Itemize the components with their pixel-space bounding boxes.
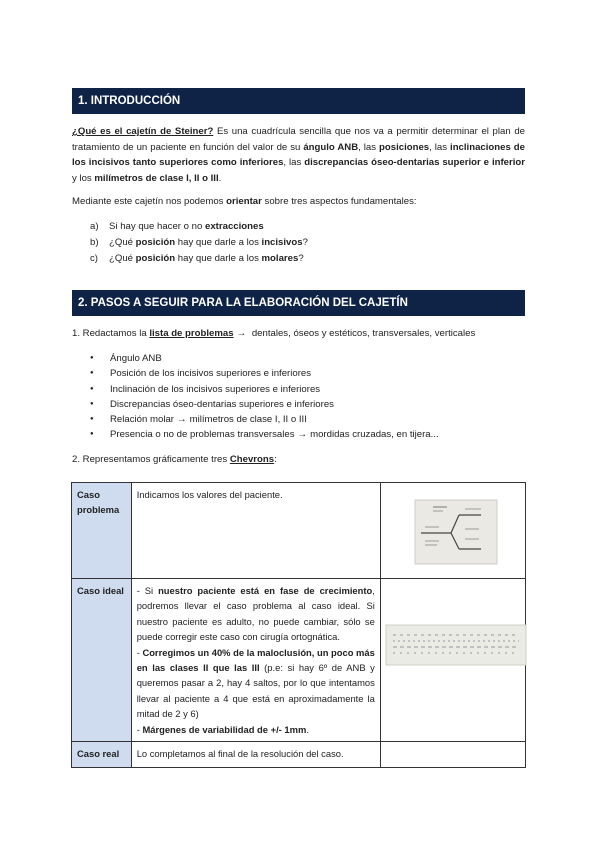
list-bold: incisivos [261,237,303,248]
chevrons-label: Chevrons [229,454,275,465]
bullet-icon: ● [90,370,94,377]
ideal-text: , podremos llevar el caso problema al caso ideal. Si nuestro paciente es adulto, no puede cambiar, sólo se puede corregir este caso con cirugía ortognática. [136,585,375,643]
list-text: Si hay que hacer o no [109,221,206,232]
bullet-text: Presencia o no de problemas transversales [110,429,295,441]
intro-bold-inclinaciones: inclinaciones de los incisivos tanto superiores como inferiores [72,141,525,168]
ideal-text: - Si [136,585,159,596]
ideal-text: (p.e: si hay 6º de ANB y queremos pasar a 2, hay 4 saltos, por lo que intentamos llevar al paciente a 4 que está en aproximadamente la mitad de 2 y 6) [136,662,375,720]
problem-list-label: lista de problemas [149,328,234,339]
list-item [90,351,439,366]
bullet-icon: ● [90,431,94,438]
list-bold: posición [135,253,176,264]
chevrons-table [71,482,526,768]
problem-bullets [90,351,439,443]
orient-text-1: Mediante este cajetín nos podemos [72,196,227,207]
section-2-heading [72,290,525,316]
intro-text-4: , las [283,157,305,168]
bullet-text: Ángulo ANB [110,353,162,364]
bullet-text: mordidas cruzadas, en tijera... [310,429,439,441]
orient-paragraph [72,194,525,210]
list-item [90,219,308,235]
arrow-icon: → [177,414,187,426]
steiner-question: ¿Qué es el cajetín de Steiner? [72,126,214,137]
row-text [131,579,380,742]
list-text: ? [298,253,304,264]
section-2-title: 2. PASOS A SEGUIR PARA LA ELABORACIÓN DEL CAJETÍN [78,297,408,309]
row-text: Lo completamos al final de la resolución del caso. [131,742,380,768]
intro-bold-milimetros: milímetros de clase I, II o III [94,172,219,184]
bullet-text: Discrepancias óseo-dentarias superiores e inferiores [110,398,334,410]
orient-text-2: sobre tres aspectos fundamentales: [261,196,417,207]
row-label: Caso ideal [72,579,132,742]
ideal-bold: Corregimos un 40% de la maloclusión, un poco más en las clases II que las III [136,646,375,674]
list-item [90,251,308,267]
list-marker: b) [90,237,99,248]
step-1-text-2: dentales, óseos y estéticos, transversales, verticales [249,328,476,339]
list-text: hay que darle a los [175,237,262,248]
list-item [90,366,439,381]
list-marker: a) [90,221,99,232]
ideal-text: - [136,723,143,735]
bullet-text: Posición de los incisivos superiores e inferiores [110,368,312,380]
ideal-bold: nuestro paciente está en fase de crecimiento [158,585,373,596]
arrow-icon: → [236,328,247,339]
bullet-text: Inclinación de los incisivos superiores e inferiores [110,383,321,395]
intro-text-2: , las [358,141,380,153]
bullet-icon: ● [90,385,94,392]
chevron-image-cell [380,483,525,579]
arrow-icon: → [297,429,308,441]
intro-text-6: . [218,172,222,184]
intro-bold-posiciones: posiciones [379,141,430,153]
bullet-icon: ● [90,355,94,361]
empty-cell [380,742,525,768]
table-row [72,579,526,742]
list-item [90,397,439,412]
section-1-title: 1. INTRODUCCIÓN [78,95,181,107]
list-bold: posición [135,237,176,248]
ideal-bold: Márgenes de variabilidad de +/- 1mm [142,723,307,735]
intro-bold-discrepancias: discrepancias óseo-dentarias superior e inferior [304,157,525,168]
list-text: ¿Qué [109,253,136,264]
list-text: ¿Qué [109,237,136,248]
list-text: ? [302,237,308,248]
orient-bold: orientar [226,196,262,207]
intro-text-1: Es una cuadrícula sencilla que nos va a permitir determinar el plan de tratamiento de un paciente en función del valor de su [72,126,525,153]
list-bold: extracciones [205,221,264,232]
step-2-text: 2. Representamos gráficamente tres [72,454,230,465]
bullet-text: milímetros de clase I, II o III [189,414,307,426]
aspects-list [90,219,308,267]
ideal-text: . [306,723,309,735]
step-2-text-2: : [274,454,277,465]
row-label: Caso problema [72,483,132,579]
table-row [72,742,526,768]
step-1-text: 1. Redactamos la [72,328,150,339]
ideal-text: - [136,646,143,658]
row-text: Indicamos los valores del paciente. [131,483,380,579]
list-item [90,235,308,251]
bullet-icon: ● [90,416,94,423]
list-marker: c) [90,253,98,264]
section-1-heading [72,88,525,114]
list-bold: molares [261,253,299,264]
chevron-problem-image [381,483,529,577]
step-2 [72,452,525,468]
intro-text-5: y los [72,172,95,184]
list-item [90,382,439,397]
intro-bold-anb: ángulo ANB [303,141,359,153]
chevron-image-cell [380,579,525,742]
table-row [72,483,526,579]
row-label: Caso real [72,742,132,768]
bullet-text: Relación molar [110,414,174,426]
bullet-icon: ● [90,400,94,407]
list-item [90,412,439,427]
step-1 [72,326,525,342]
list-text: hay que darle a los [175,253,262,264]
list-item [90,427,439,442]
chevron-ideal-image [381,579,529,739]
intro-text-3: , las [429,141,451,153]
intro-paragraph [72,124,525,186]
